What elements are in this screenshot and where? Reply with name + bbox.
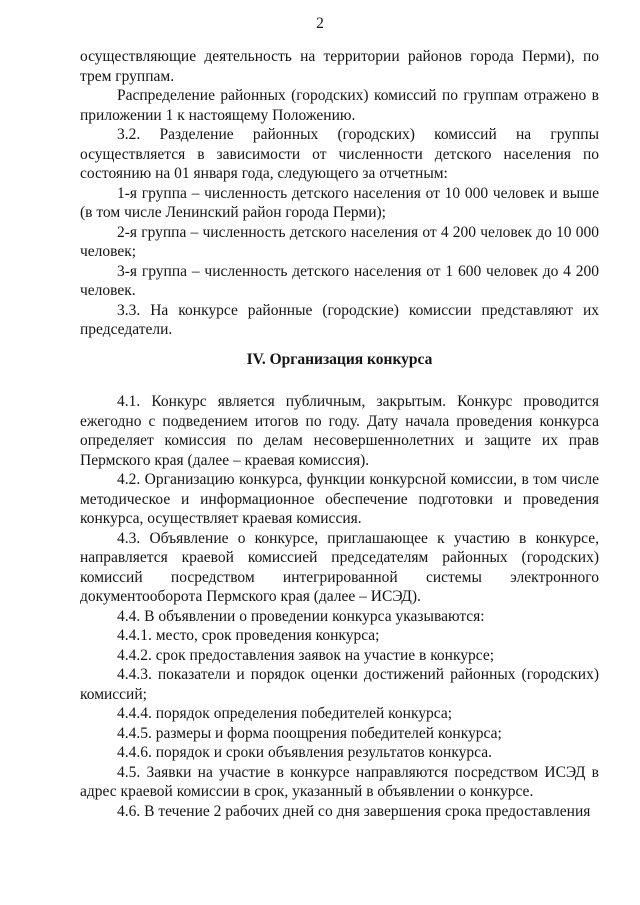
paragraph: 4.4. В объявлении о проведении конкурса указываются: bbox=[117, 607, 485, 625]
paragraph: 4.4.2. срок предоставления заявок на участие в конкурсе; bbox=[117, 646, 495, 664]
paragraph: 4.4.5. размеры и форма поощрения победителей конкурса; bbox=[117, 724, 502, 742]
paragraph: 2-я группа – численность детского населения от 4 200 человек до 10 000 человек; bbox=[80, 223, 599, 260]
paragraph: 3.2. Разделение районных (городских) комиссий на группы осуществляется в зависимости от численности детского населения по состоянию на 01 января года, следующего за отчетным: bbox=[80, 126, 599, 182]
paragraph: 1-я группа – численность детского населения от 10 000 человек и выше (в том числе Ленинский район города Перми); bbox=[80, 184, 599, 221]
paragraph: 4.5. Заявки на участие в конкурсе направляются посредством ИСЭД в адрес краевой комиссии в срок, указанный в объявлении о конкурсе. bbox=[80, 763, 599, 800]
paragraph: 3-я группа – численность детского населения от 1 600 человек до 4 200 человек. bbox=[80, 262, 599, 299]
page-number: 2 bbox=[316, 15, 324, 32]
paragraph: осуществляющие деятельность на территории районов города Перми), по трем группам. bbox=[80, 48, 599, 85]
paragraph: 4.4.3. показатели и порядок оценки достижений районных (городских) комиссий; bbox=[80, 666, 599, 703]
paragraph: 4.4.1. место, срок проведения конкурса; bbox=[117, 627, 380, 644]
paragraph: 4.6. В течение 2 рабочих дней со дня завершения срока предоставления bbox=[117, 802, 591, 820]
paragraph: Распределение районных (городских) комиссий по группам отражено в приложении 1 к настоящему Положению. bbox=[80, 87, 599, 124]
section-3-continuation bbox=[80, 47, 599, 340]
paragraph: 4.3. Объявление о конкурсе, приглашающее к участию в конкурсе, направляется краевой комиссией председателям районных (городских) комиссий посредством интегрированной системы электронного документооборота Пермского края (далее – ИСЭД). bbox=[80, 529, 599, 605]
paragraph: 4.1. Конкурс является публичным, закрытым. Конкурс проводится ежегодно с подведением итогов по году. Дату начала проведения конкурса определяет комиссия по делам несовершеннолетних и защите их прав Пермского края (далее – краевая комиссия). bbox=[80, 393, 599, 469]
document-body bbox=[80, 47, 599, 821]
section-4-body bbox=[80, 392, 599, 821]
paragraph: 4.2. Организацию конкурса, функции конкурсной комиссии, в том числе методическое и информационное обеспечение подготовки и проведения конкурса, осуществляет краевая комиссия. bbox=[80, 471, 599, 527]
paragraph: 4.4.6. порядок и сроки объявления результатов конкурса. bbox=[117, 744, 492, 761]
section-heading: IV. Организация конкурса bbox=[246, 350, 433, 368]
paragraph: 4.4.4. порядок определения победителей конкурса; bbox=[117, 705, 453, 722]
paragraph: 3.3. На конкурсе районные (городские) комиссии представляют их председатели. bbox=[80, 301, 599, 338]
